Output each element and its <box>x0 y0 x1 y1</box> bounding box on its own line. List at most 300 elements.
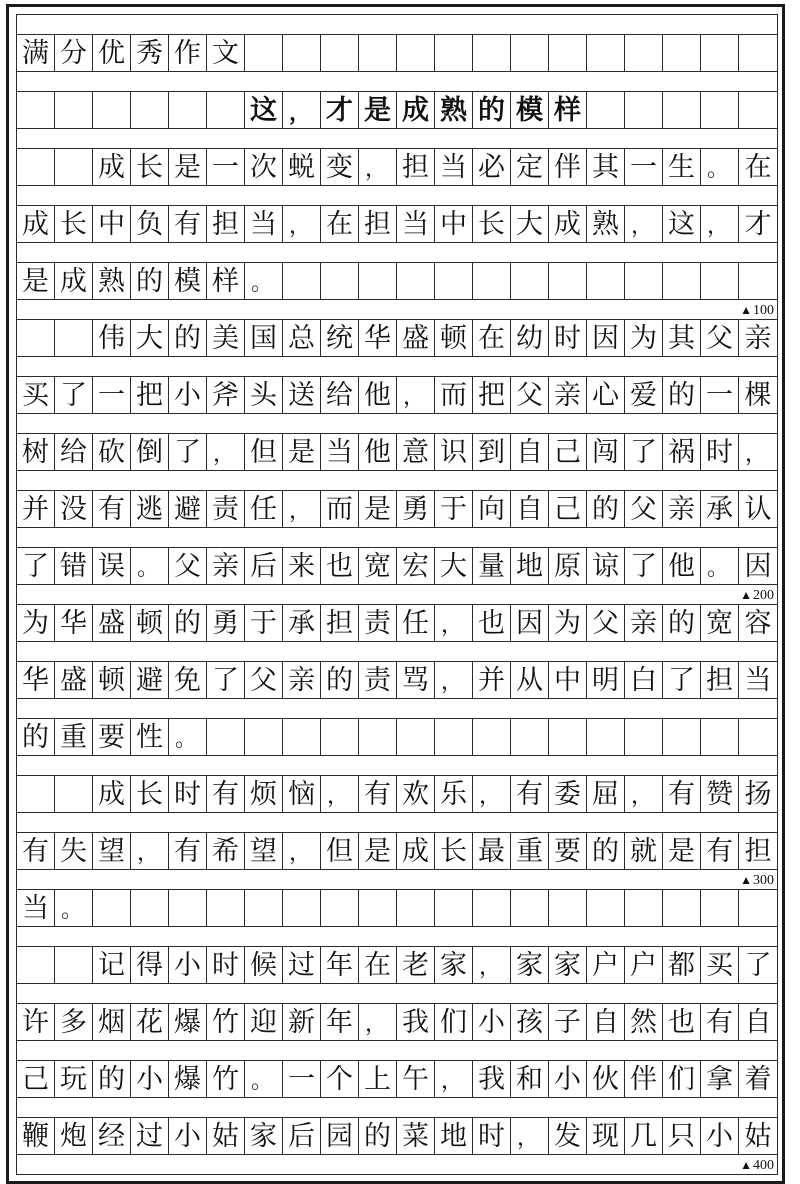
grid-cell-character: 只 <box>663 1118 701 1154</box>
grid-cell-character: 候 <box>245 947 283 983</box>
grid-cell-character: 分 <box>55 35 93 71</box>
grid-cell-character: 亲 <box>744 322 772 354</box>
grid-cell-empty <box>701 263 739 299</box>
grid-cell-character: 大 <box>131 320 169 356</box>
grid-cell-empty <box>663 92 701 128</box>
grid-cell-character: 小 <box>169 377 207 413</box>
grid-cell-character: 并 <box>17 491 55 527</box>
grid-cell-character: 骂 <box>397 662 435 698</box>
grid-row-13 <box>17 718 777 756</box>
grid-cell-character: 到 <box>473 434 511 470</box>
grid-cell-character: 明 <box>587 662 625 698</box>
grid-cell-empty <box>245 719 283 755</box>
grid-cell-empty <box>321 263 359 299</box>
grid-cell-empty <box>359 35 397 71</box>
grid-cell-punctuation: ， <box>511 1118 549 1154</box>
grid-row-3 <box>17 148 777 186</box>
grid-cell-punctuation: ， <box>625 776 663 812</box>
grid-cell-empty <box>55 776 93 812</box>
grid-cell-character: 成 <box>549 206 587 242</box>
grid-cell-character: 家 <box>511 947 549 983</box>
grid-cell-character: 有 <box>207 776 245 812</box>
grid-cell-empty <box>701 890 739 926</box>
grid-cell-character: 希 <box>207 833 245 869</box>
grid-cell-character: 勇 <box>397 491 435 527</box>
grid-cell-character: 小 <box>549 1061 587 1097</box>
grid-cell-character: 当 <box>17 890 55 926</box>
grid-row-19 <box>17 1060 777 1098</box>
grid-cell-empty <box>473 719 511 755</box>
grid-cell-character: 一 <box>207 149 245 185</box>
grid-cell-character: 有 <box>169 833 207 869</box>
grid-cell-character: 后 <box>283 1118 321 1154</box>
grid-cell-character: 爆 <box>169 1061 207 1097</box>
grid-cell-character: 有 <box>663 776 701 812</box>
grid-cell-character: 担 <box>207 206 245 242</box>
grid-cell-character: 伙 <box>587 1061 625 1097</box>
grid-cell-character: 这 <box>663 206 701 242</box>
grid-cell-punctuation: 。 <box>55 890 93 926</box>
grid-cell-character: 时 <box>169 776 207 812</box>
grid-cell-character: 亲 <box>283 662 321 698</box>
grid-cell-character: 承 <box>283 605 321 641</box>
grid-cell-character: 担 <box>359 206 397 242</box>
grid-cell-empty <box>321 890 359 926</box>
grid-cell-character: 模 <box>169 263 207 299</box>
grid-cell-character: 新 <box>283 1004 321 1040</box>
grid-cell-character: 烦 <box>245 776 283 812</box>
grid-cell-character: 承 <box>701 491 739 527</box>
grid-cell-character: 家 <box>435 947 473 983</box>
grid-cell-character: 盛 <box>55 662 93 698</box>
grid-cell-character: 因 <box>511 605 549 641</box>
grid-cell-character: 了 <box>744 949 772 981</box>
grid-cell-character: 给 <box>55 434 93 470</box>
grid-cell-character: 的 <box>169 605 207 641</box>
grid-cell-character: 年 <box>321 1004 359 1040</box>
grid-cell-punctuation: ， <box>701 206 739 242</box>
grid-cell-character: 成 <box>93 776 131 812</box>
grid-cell-character: 地 <box>511 548 549 584</box>
grid-cell-character: 有 <box>701 1004 739 1040</box>
grid-cell-character: 熟 <box>93 263 131 299</box>
grid-cell-character: 和 <box>511 1061 549 1097</box>
grid-cell-character: 也 <box>473 605 511 641</box>
grid-cell-character: 中 <box>549 662 587 698</box>
grid-cell-character: 亲 <box>207 548 245 584</box>
grid-cell-character: 容 <box>744 607 772 639</box>
grid-cell-character: 任 <box>245 491 283 527</box>
grid-cell-character: 为 <box>549 605 587 641</box>
grid-cell-character: 树 <box>17 434 55 470</box>
grid-cell-character: 原 <box>549 548 587 584</box>
triangle-marker-icon: ▲ <box>740 588 752 602</box>
grid-cell-character: 时 <box>473 1118 511 1154</box>
grid-cell-character: 也 <box>321 548 359 584</box>
grid-cell-empty <box>207 92 245 128</box>
triangle-marker-icon: ▲ <box>740 303 752 317</box>
grid-cell-character: 望 <box>245 833 283 869</box>
grid-cell-character: 小 <box>131 1061 169 1097</box>
grid-row-12 <box>17 661 777 699</box>
grid-cell-character: 而 <box>321 491 359 527</box>
grid-cell-character: 重 <box>55 719 93 755</box>
grid-cell-punctuation: 。 <box>701 149 739 185</box>
grid-cell-character: 美 <box>207 320 245 356</box>
grid-cell-punctuation: ， <box>321 776 359 812</box>
grid-cell-punctuation: ， <box>283 491 321 527</box>
grid-cell-character: 其 <box>587 149 625 185</box>
grid-cell-empty <box>207 890 245 926</box>
grid-cell-character: 了 <box>625 434 663 470</box>
grid-cell-empty <box>435 35 473 71</box>
grid-cell-empty <box>625 890 663 926</box>
grid-cell-empty <box>549 890 587 926</box>
grid-cell-character: 白 <box>625 662 663 698</box>
grid-cell-character: 成 <box>55 263 93 299</box>
word-count-label: 300 <box>753 873 774 888</box>
grid-row-17 <box>17 946 777 984</box>
grid-cell-character: 记 <box>93 947 131 983</box>
grid-cell-empty <box>359 263 397 299</box>
grid-cell-punctuation: 。 <box>131 548 169 584</box>
grid-cell-character: 的 <box>663 605 701 641</box>
grid-cell-character: 长 <box>131 776 169 812</box>
grid-cell-empty <box>663 719 701 755</box>
grid-cell-character: 几 <box>625 1118 663 1154</box>
grid-cell-empty <box>473 890 511 926</box>
grid-cell-character: 总 <box>283 320 321 356</box>
grid-cell-character: 竹 <box>207 1004 245 1040</box>
grid-cell-character: 是 <box>17 263 55 299</box>
grid-cell-character: 欢 <box>397 776 435 812</box>
grid-cell-empty <box>397 890 435 926</box>
grid-cell-empty <box>397 719 435 755</box>
grid-cell-character: 家 <box>245 1118 283 1154</box>
grid-row-20 <box>17 1117 777 1155</box>
grid-cell-character: 成 <box>397 92 435 128</box>
grid-cell-character: 长 <box>55 206 93 242</box>
grid-cell-character: 孩 <box>511 1004 549 1040</box>
grid-cell-character: 有 <box>17 833 55 869</box>
grid-cell-empty <box>93 92 131 128</box>
word-count-marker <box>740 302 774 318</box>
grid-cell-character: 当 <box>744 664 772 696</box>
grid-cell-character: 国 <box>245 320 283 356</box>
grid-cell-character: 免 <box>169 662 207 698</box>
grid-cell-character: 发 <box>549 1118 587 1154</box>
grid-cell-character: 是 <box>359 491 397 527</box>
grid-cell-character: 着 <box>744 1063 772 1095</box>
grid-cell-character: 他 <box>359 377 397 413</box>
grid-cell-empty <box>321 719 359 755</box>
grid-cell-punctuation: ， <box>207 434 245 470</box>
grid-cell-character: 认 <box>744 493 772 525</box>
grid-cell-character: 来 <box>283 548 321 584</box>
grid-cell-empty <box>701 35 739 71</box>
grid-cell-character: 经 <box>93 1118 131 1154</box>
grid-cell-character: 爱 <box>625 377 663 413</box>
grid-cell-punctuation: ， <box>359 1004 397 1040</box>
grid-cell-character: 多 <box>55 1004 93 1040</box>
grid-cell-character: 伴 <box>549 149 587 185</box>
grid-cell-character: 成 <box>17 206 55 242</box>
grid-cell-character: 屈 <box>587 776 625 812</box>
grid-row-7 <box>17 376 777 414</box>
grid-row-6 <box>17 319 777 357</box>
grid-cell-empty <box>739 92 777 128</box>
grid-cell-character: 向 <box>473 491 511 527</box>
grid-cell-punctuation: ， <box>359 149 397 185</box>
grid-cell-character: 作 <box>169 35 207 71</box>
grid-cell-character: 过 <box>131 1118 169 1154</box>
grid-row-2-title <box>17 91 777 129</box>
grid-cell-character: 他 <box>359 434 397 470</box>
grid-cell-character: 有 <box>359 776 397 812</box>
grid-cell-character: 大 <box>511 206 549 242</box>
grid-cell-character: 的 <box>663 377 701 413</box>
grid-cell-character: 都 <box>663 947 701 983</box>
grid-cell-empty <box>17 776 55 812</box>
grid-cell-empty <box>625 263 663 299</box>
grid-cell-empty <box>701 719 739 755</box>
grid-cell-character: 买 <box>701 947 739 983</box>
grid-cell-character: 文 <box>207 35 245 71</box>
grid-cell-character: 的 <box>587 833 625 869</box>
grid-cell-character: 斧 <box>207 377 245 413</box>
grid-row-10 <box>17 547 777 585</box>
grid-cell-character: 他 <box>663 548 701 584</box>
grid-cell-character: 性 <box>131 719 169 755</box>
grid-cell-character: 望 <box>93 833 131 869</box>
grid-cell-character: 在 <box>359 947 397 983</box>
grid-cell-punctuation: ， <box>473 776 511 812</box>
grid-cell-character: 优 <box>93 35 131 71</box>
grid-cell-character: 于 <box>245 605 283 641</box>
grid-cell-character: 错 <box>55 548 93 584</box>
grid-row-9 <box>17 490 777 528</box>
grid-cell-character: 重 <box>511 833 549 869</box>
grid-cell-character: 了 <box>17 548 55 584</box>
grid-cell-character: 扬 <box>744 778 772 810</box>
grid-cell-empty <box>397 263 435 299</box>
grid-cell-character: 的 <box>321 662 359 698</box>
grid-cell-character: 但 <box>321 833 359 869</box>
grid-cell-character: 盛 <box>397 320 435 356</box>
grid-cell-character: 家 <box>549 947 587 983</box>
grid-cell-punctuation: ， <box>283 206 321 242</box>
grid-cell-character: 子 <box>549 1004 587 1040</box>
grid-cell-empty <box>511 719 549 755</box>
grid-cell-character: 玩 <box>55 1061 93 1097</box>
grid-cell-character: 有 <box>93 491 131 527</box>
grid-cell-character: 有 <box>511 776 549 812</box>
grid-cell-character: 委 <box>549 776 587 812</box>
grid-cell-character: 亲 <box>549 377 587 413</box>
grid-cell-empty <box>131 92 169 128</box>
grid-cell-empty <box>549 719 587 755</box>
grid-cell-character: 小 <box>473 1004 511 1040</box>
word-count-marker <box>740 587 774 603</box>
grid-cell-character: 秀 <box>131 35 169 71</box>
grid-cell-character: 自 <box>587 1004 625 1040</box>
grid-cell-empty <box>359 719 397 755</box>
grid-cell-character: 谅 <box>587 548 625 584</box>
grid-cell-empty <box>739 719 777 755</box>
grid-cell-character: 宏 <box>397 548 435 584</box>
word-count-marker <box>740 872 774 888</box>
grid-cell-character: 我 <box>473 1061 511 1097</box>
grid-cell-character: 误 <box>93 548 131 584</box>
grid-cell-character: 亲 <box>663 491 701 527</box>
grid-cell-character: 必 <box>473 149 511 185</box>
grid-cell-empty <box>587 92 625 128</box>
grid-cell-character: 生 <box>663 149 701 185</box>
grid-cell-character: 样 <box>549 92 587 128</box>
grid-cell-empty <box>17 947 55 983</box>
grid-cell-empty <box>625 92 663 128</box>
grid-cell-character: 迎 <box>245 1004 283 1040</box>
grid-cell-character: 避 <box>169 491 207 527</box>
grid-cell-character: 责 <box>359 662 397 698</box>
grid-cell-character: 蜕 <box>283 149 321 185</box>
grid-cell-character: 意 <box>397 434 435 470</box>
grid-cell-character: 赞 <box>701 776 739 812</box>
grid-cell-punctuation: ， <box>283 92 321 128</box>
grid-cell-character: 把 <box>131 377 169 413</box>
grid-cell-empty <box>435 719 473 755</box>
grid-cell-character: 鞭 <box>17 1118 55 1154</box>
grid-cell-character: 逃 <box>131 491 169 527</box>
grid-row-15 <box>17 832 777 870</box>
grid-cell-character: 模 <box>511 92 549 128</box>
grid-cell-empty <box>587 35 625 71</box>
grid-cell-empty <box>587 719 625 755</box>
grid-cell-empty <box>511 35 549 71</box>
grid-cell-empty <box>207 719 245 755</box>
grid-cell-character: 送 <box>283 377 321 413</box>
grid-cell-character: 亲 <box>625 605 663 641</box>
grid-cell-character: 失 <box>55 833 93 869</box>
grid-cell-empty <box>169 890 207 926</box>
grid-cell-character: 在 <box>744 151 772 183</box>
grid-cell-punctuation: 。 <box>245 263 283 299</box>
grid-cell-character: 己 <box>549 434 587 470</box>
grid-cell-character: 中 <box>93 206 131 242</box>
grid-cell-character: 的 <box>587 491 625 527</box>
grid-cell-empty <box>549 263 587 299</box>
grid-cell-character: 是 <box>663 833 701 869</box>
grid-cell-character: 拿 <box>701 1061 739 1097</box>
grid-cell-character: 闯 <box>587 434 625 470</box>
grid-cell-character: 责 <box>359 605 397 641</box>
grid-cell-empty <box>55 947 93 983</box>
grid-cell-character: 责 <box>207 491 245 527</box>
grid-cell-character: 有 <box>701 833 739 869</box>
grid-cell-character: 然 <box>625 1004 663 1040</box>
grid-cell-character: 但 <box>245 434 283 470</box>
grid-cell-empty <box>283 719 321 755</box>
grid-cell-character: 要 <box>93 719 131 755</box>
grid-cell-character: 才 <box>321 92 359 128</box>
grid-cell-empty <box>435 263 473 299</box>
grid-cell-character: 而 <box>435 377 473 413</box>
grid-row-11 <box>17 604 777 642</box>
grid-cell-empty <box>55 320 93 356</box>
grid-cell-character: 长 <box>131 149 169 185</box>
grid-cell-empty <box>549 35 587 71</box>
grid-cell-punctuation: ， <box>435 1061 473 1097</box>
grid-cell-character: 其 <box>663 320 701 356</box>
grid-cell-character: 的 <box>169 320 207 356</box>
grid-cell-character: 头 <box>245 377 283 413</box>
grid-cell-character: 菜 <box>397 1118 435 1154</box>
grid-cell-character: 在 <box>473 320 511 356</box>
grid-cell-punctuation: ， <box>473 947 511 983</box>
grid-cell-character: 父 <box>169 548 207 584</box>
grid-cell-empty <box>663 263 701 299</box>
grid-cell-character: 当 <box>245 206 283 242</box>
grid-cell-character: 时 <box>207 947 245 983</box>
grid-cell-character: 勇 <box>207 605 245 641</box>
grid-row-8 <box>17 433 777 471</box>
grid-row-14 <box>17 775 777 813</box>
grid-cell-character: 时 <box>701 434 739 470</box>
grid-cell-character: 我 <box>397 1004 435 1040</box>
grid-cell-character: 园 <box>321 1118 359 1154</box>
word-count-label: 100 <box>753 303 774 318</box>
grid-cell-character: 是 <box>283 434 321 470</box>
grid-cell-character: 烟 <box>93 1004 131 1040</box>
grid-cell-empty <box>55 149 93 185</box>
grid-cell-punctuation: ， <box>283 833 321 869</box>
grid-cell-character: 父 <box>625 491 663 527</box>
grid-cell-character: 样 <box>207 263 245 299</box>
word-count-label: 400 <box>753 1158 774 1173</box>
grid-cell-punctuation: ， <box>745 442 768 467</box>
grid-cell-empty <box>739 35 777 71</box>
grid-row-5 <box>17 262 777 300</box>
grid-cell-empty <box>663 890 701 926</box>
grid-cell-empty <box>587 890 625 926</box>
grid-cell-empty <box>17 320 55 356</box>
grid-cell-character: 了 <box>625 548 663 584</box>
grid-cell-character: 的 <box>131 263 169 299</box>
grid-cell-character: 这 <box>245 92 283 128</box>
grid-cell-empty <box>55 92 93 128</box>
grid-cell-empty <box>701 92 739 128</box>
grid-cell-character: 定 <box>511 149 549 185</box>
grid-cell-character: 为 <box>17 605 55 641</box>
grid-cell-character: 棵 <box>744 379 772 411</box>
grid-cell-character: 成 <box>93 149 131 185</box>
grid-cell-character: 小 <box>701 1118 739 1154</box>
grid-cell-character: 担 <box>321 605 359 641</box>
grid-cell-character: 伴 <box>625 1061 663 1097</box>
grid-cell-character: 才 <box>744 208 772 240</box>
grid-cell-character: 在 <box>321 206 359 242</box>
grid-cell-character: 了 <box>207 662 245 698</box>
grid-cell-empty <box>17 92 55 128</box>
grid-row-18 <box>17 1003 777 1041</box>
grid-cell-empty <box>17 149 55 185</box>
grid-cell-character: 现 <box>587 1118 625 1154</box>
grid-cell-character: 砍 <box>93 434 131 470</box>
grid-cell-character: 于 <box>435 491 473 527</box>
grid-cell-punctuation: 。 <box>245 1061 283 1097</box>
grid-cell-character: 午 <box>397 1061 435 1097</box>
grid-cell-character: 担 <box>701 662 739 698</box>
